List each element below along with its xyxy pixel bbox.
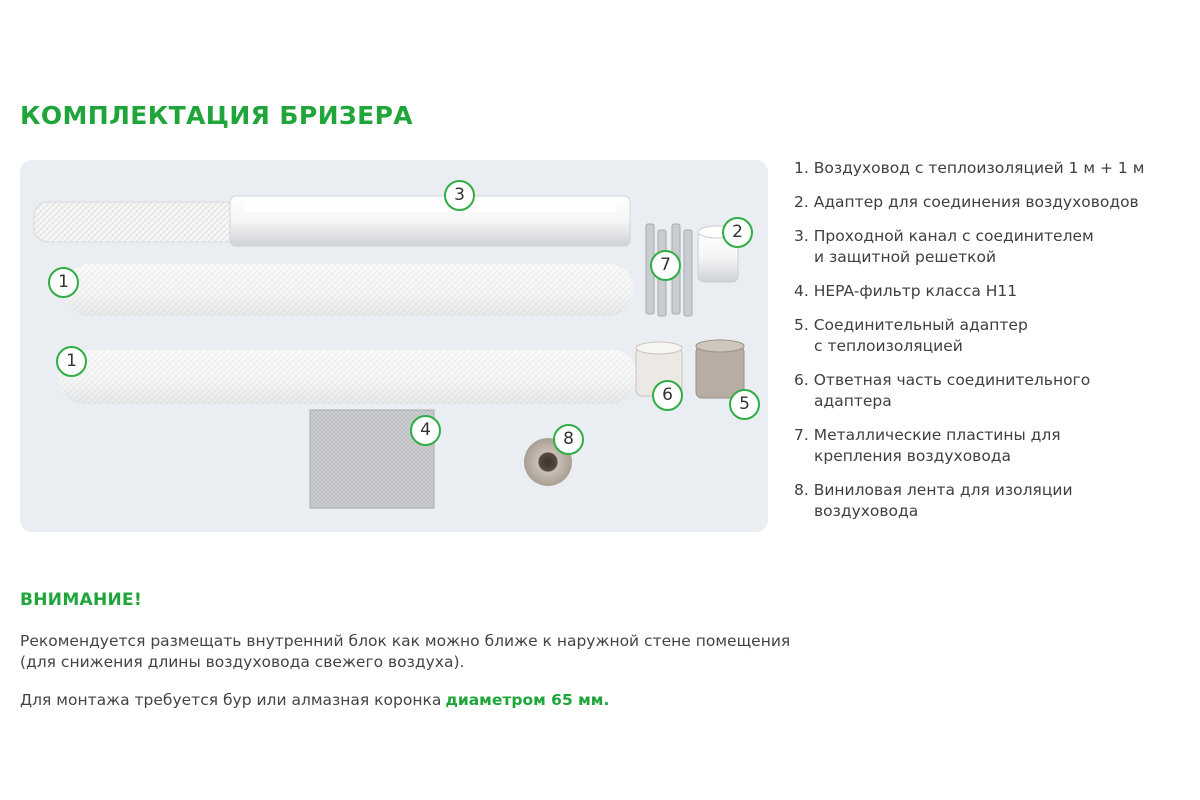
badge-6: 6: [652, 380, 683, 411]
badge-7: 7: [650, 250, 681, 281]
list-item: 6. Ответная часть соединительного адаптера: [794, 371, 1091, 410]
placement-note: [20, 631, 790, 673]
drill-note: [20, 690, 609, 711]
list-item: 2. Адаптер для соединения воздуховодов: [794, 193, 1139, 211]
badge-5: 5: [729, 389, 760, 420]
kit-illustration: [20, 160, 768, 532]
list-item: 1. Воздуховод с теплоизоляцией 1 м + 1 м: [794, 159, 1145, 177]
badge-8: 8: [553, 424, 584, 455]
list-item: 8. Виниловая лента для изоляции воздуховода: [794, 481, 1073, 520]
insulated-duct-lower: [58, 350, 638, 404]
kit-photo: [20, 160, 768, 532]
page-title: КОМПЛЕКТАЦИЯ БРИЗЕРА: [20, 101, 414, 130]
warning-title: ВНИМАНИЕ!: [20, 590, 143, 610]
insulated-adapter: [696, 340, 744, 398]
badge-1-lower: 1: [56, 346, 87, 377]
badge-3: 3: [444, 180, 475, 211]
list-item: 7. Металлические пластины для крепления воздуховода: [794, 426, 1061, 465]
list-item: 4. HEPA-фильтр класса H11: [794, 282, 1018, 300]
drill-diameter: диаметром 65 мм.: [445, 691, 610, 709]
insulated-duct-upper: [64, 264, 634, 316]
badge-2: 2: [722, 217, 753, 248]
list-item: 5. Соединительный адаптер с теплоизоляцией: [794, 316, 1028, 355]
badge-1-upper: 1: [48, 267, 79, 298]
badge-4: 4: [410, 415, 441, 446]
list-item: 3. Проходной канал с соединителем и защитной решеткой: [794, 227, 1094, 266]
placement-note-line1: Рекомендуется размещать внутренний блок как можно ближе к наружной стене помещения: [20, 632, 791, 650]
parts-list: [794, 158, 1194, 535]
placement-note-line2: (для снижения длины воздуховода свежего воздуха).: [20, 653, 465, 671]
channel-part: [34, 196, 630, 246]
drill-note-text: Для монтажа требуется бур или алмазная коронка: [20, 691, 442, 709]
